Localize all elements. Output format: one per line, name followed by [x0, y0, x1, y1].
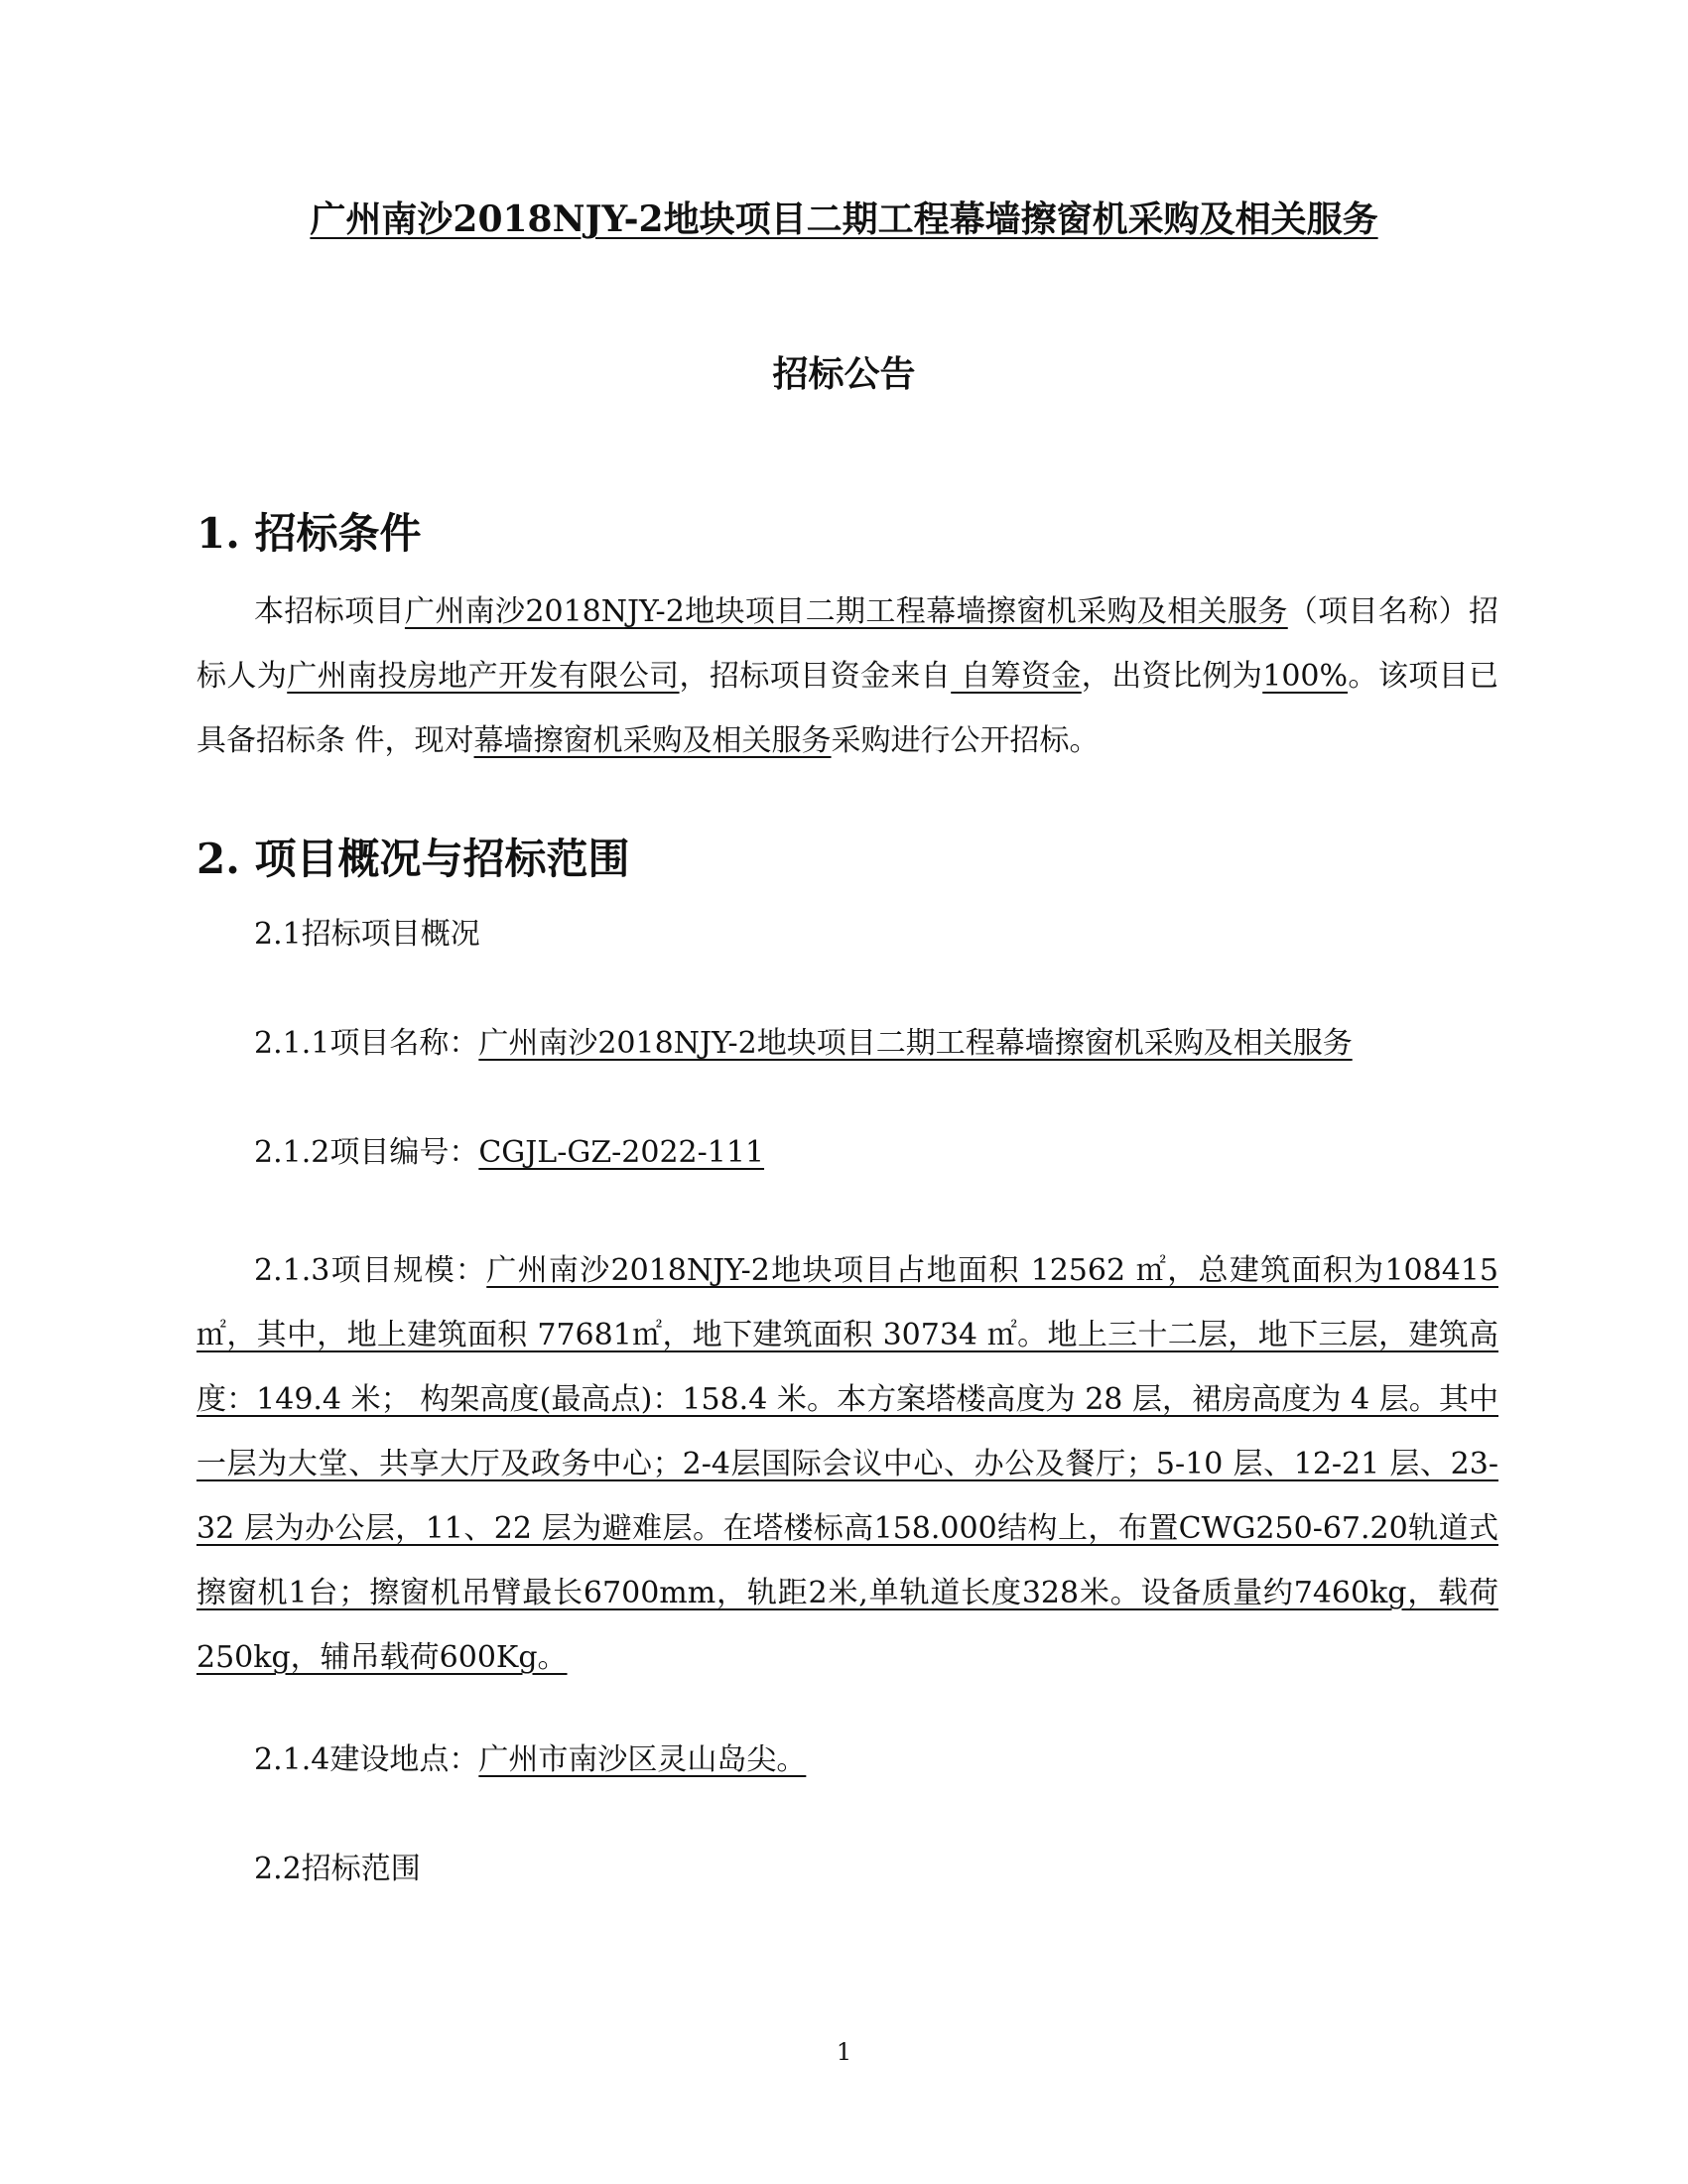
- item-2-1-4: [254, 1738, 806, 1782]
- section-1-heading: 1. 招标条件: [196, 509, 422, 558]
- procurement-scope: 幕墙擦窗机采购及相关服务: [473, 723, 832, 758]
- text-segment: 本招标项目: [254, 594, 405, 629]
- subsection-2-2-label: 2.2招标范围: [254, 1852, 421, 1886]
- section-2-heading: 2. 项目概况与招标范围: [196, 835, 630, 883]
- item-value: 广州南沙2018NJY-2地块项目占地面积 12562 ㎡，总建筑面积为108415 ㎡，其中，地上建筑面积 77681㎡，地下建筑面积 30734 ㎡。地上三十二层，地下三层，建筑高度：149.4 米； 构架高度(最高点)：158.4 米。本方案塔楼高度为 28 层，裙房高度为 4 层。其中一层为大堂、共享大厅及政务中心；2-4层国际会议中心、办公及餐厅；5-10 层、12-21 层、23-32 层为办公层，11、22 层为避难层。在塔楼标高158.000结构上，布置CWG250-67.20轨道式擦窗机1台；擦窗机吊臂最长6700mm，轨距2米,单轨道长度328米。设备质量约7460kg，载荷250kg，辅吊载荷600Kg。: [196, 1253, 1498, 1675]
- document-title-text: 广州南沙2018NJY-2地块项目二期工程幕墙擦窗机采购及相关服务: [310, 198, 1378, 240]
- text-segment: （项目名称）招标人为: [196, 594, 1499, 694]
- item-label: 2.1.3项目规模：: [254, 1253, 487, 1288]
- subsection-2-1-label: 2.1招标项目概况: [254, 917, 480, 952]
- fund-source: 自筹资金: [951, 659, 1082, 694]
- document-subtitle: 招标公告: [772, 353, 916, 395]
- text-segment: 采购进行公开招标。: [831, 723, 1100, 758]
- tenderer-name: 广州南投房地产开发有限公司: [287, 659, 680, 694]
- item-2-1-1: [254, 1022, 1353, 1066]
- page-number: 1: [836, 2038, 852, 2066]
- document-title: [0, 194, 1688, 244]
- item-value: 广州南沙2018NJY-2地块项目二期工程幕墙擦窗机采购及相关服务: [478, 1026, 1353, 1061]
- text-segment: ，出资比例为: [1081, 659, 1263, 694]
- project-name-underlined: 广州南沙2018NJY-2地块项目二期工程幕墙擦窗机采购及相关服务: [404, 594, 1288, 629]
- section-1-paragraph: [196, 579, 1498, 773]
- item-value: CGJL-GZ-2022-111: [478, 1135, 765, 1170]
- item-value: 广州市南沙区灵山岛尖。: [478, 1742, 807, 1777]
- item-2-1-2: [254, 1131, 764, 1175]
- text-segment: ，招标项目资金来自: [679, 659, 952, 694]
- item-2-1-3: [196, 1238, 1498, 1690]
- item-label: 2.1.2项目编号：: [254, 1135, 479, 1170]
- item-label: 2.1.4建设地点：: [254, 1742, 479, 1777]
- text-segment: 。该项目已具备招标条 件，现对: [196, 659, 1499, 758]
- funding-ratio: 100%: [1262, 659, 1349, 694]
- item-label: 2.1.1项目名称：: [254, 1026, 479, 1061]
